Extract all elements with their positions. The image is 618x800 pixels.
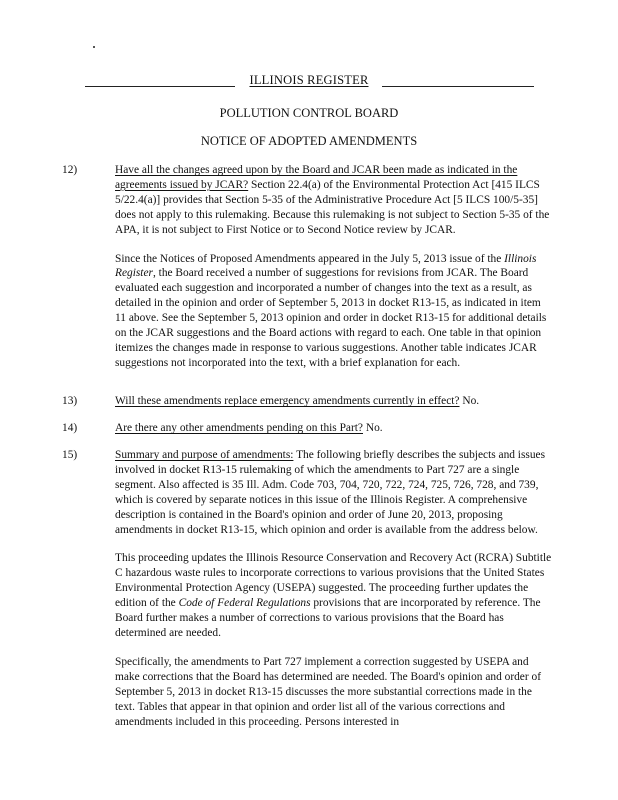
item-paragraph bbox=[115, 448, 552, 537]
item-answer: No. bbox=[363, 422, 383, 434]
item-body bbox=[115, 448, 552, 729]
item-paragraph bbox=[115, 394, 552, 409]
item-paragraph bbox=[115, 252, 552, 371]
item-question: Summary and purpose of amendments: bbox=[115, 449, 294, 461]
register-title bbox=[0, 73, 618, 88]
agency-name: POLLUTION CONTROL BOARD bbox=[219, 106, 399, 120]
item-question: Have all the changes agreed upon by the Board and JCAR been made as indicated in the agreements issued by JCAR? bbox=[115, 164, 518, 191]
notice-title: NOTICE OF ADOPTED AMENDMENTS bbox=[200, 134, 418, 148]
paragraph-text: provisions that are incorporated by reference. The Board further makes a number of corrections to various provisions that the Board has determined are needed. bbox=[115, 597, 541, 639]
scan-speck bbox=[93, 46, 95, 48]
item-answer: Section 22.4(a) of the Environmental Protection Act [415 ILCS 5/22.4(a)] provides that Section 5-35 of the Administrative Procedure Act [5 ILCS 100/5-35] does not apply to this rulemaking. Because this rulemaking is not subject to Section 5-35 of the APA, it is not subject to First Notice or to Second Notice review by JCAR. bbox=[115, 178, 550, 236]
item-number: 14) bbox=[62, 422, 78, 434]
item-number: 15) bbox=[62, 449, 78, 461]
paragraph-italic: Code of Federal Regulations bbox=[178, 597, 311, 610]
paragraph-text: Since the Notices of Proposed Amendments appeared in the July 5, 2013 issue of the bbox=[115, 252, 505, 265]
item-body bbox=[115, 394, 552, 409]
item-13 bbox=[62, 394, 552, 409]
item-paragraph bbox=[115, 163, 552, 238]
item-question: Will these amendments replace emergency amendments currently in effect? bbox=[115, 395, 460, 407]
item-body bbox=[115, 421, 552, 436]
item-14 bbox=[62, 421, 552, 436]
paragraph-text: This proceeding updates the Illinois Resource Conservation and Recovery Act (RCRA) Subtitle C hazardous waste rules to incorporate corrections to various provisions that the United States Environmental Protection Agency (USEPA) suggested. The proceeding further updates the edition of the bbox=[115, 552, 552, 610]
item-paragraph: Specifically, the amendments to Part 727 implement a correction suggested by USEPA and make corrections that the Board has determined are needed. The Board's opinion and order of September 5, 2013 in docket R13-15 discusses the more substantial corrections made in the text. Tables that appear in that opinion and order list all of the various corrections and amendments included in this proceeding. Persons interested in bbox=[115, 655, 541, 728]
item-question: Are there any other amendments pending on this Part? bbox=[115, 422, 363, 434]
item-number: 13) bbox=[62, 395, 78, 407]
item-paragraph bbox=[115, 421, 552, 436]
item-answer: No. bbox=[459, 395, 480, 407]
paragraph-italic: Illinois Register bbox=[115, 252, 537, 280]
item-12 bbox=[62, 163, 552, 371]
item-15 bbox=[62, 448, 552, 729]
item-body bbox=[115, 163, 552, 371]
item-number: 12) bbox=[62, 164, 78, 176]
paragraph-text: , the Board received a number of suggestions for revisions from JCAR. The Board evaluated each suggestion and incorporated a number of changes into the text as a result, as detailed in the opinion and order of September 5, 2013 in docket R13-15, as indicated in item 11 above. See the September 5, 2013 opinion and order in docket R13-15 for additional details on the JCAR suggestions and the Board actions with regard to each. One table in that opinion itemizes the changes made in response to various suggestions. Another table indicates JCAR suggestions not incorporated into the text, with a brief explanation for each. bbox=[115, 267, 547, 369]
item-answer: The following briefly describes the subjects and issues involved in docket R13-15 rulemaking of which the amendments to Part 727 are a single segment. Also affected is 35 Ill. Adm. Code 703, 704, 720, 722, 724, 725, 726, 728, and 739, which is covered by separate notices in this issue of the Illinois Register. A comprehensive description is contained in the Board's opinion and order of June 20, 2013, proposing amendments in docket R13-15, which opinion and order is available from the address below. bbox=[115, 449, 546, 536]
item-paragraph bbox=[115, 551, 552, 640]
register-title-text: ILLINOIS REGISTER bbox=[249, 73, 369, 87]
